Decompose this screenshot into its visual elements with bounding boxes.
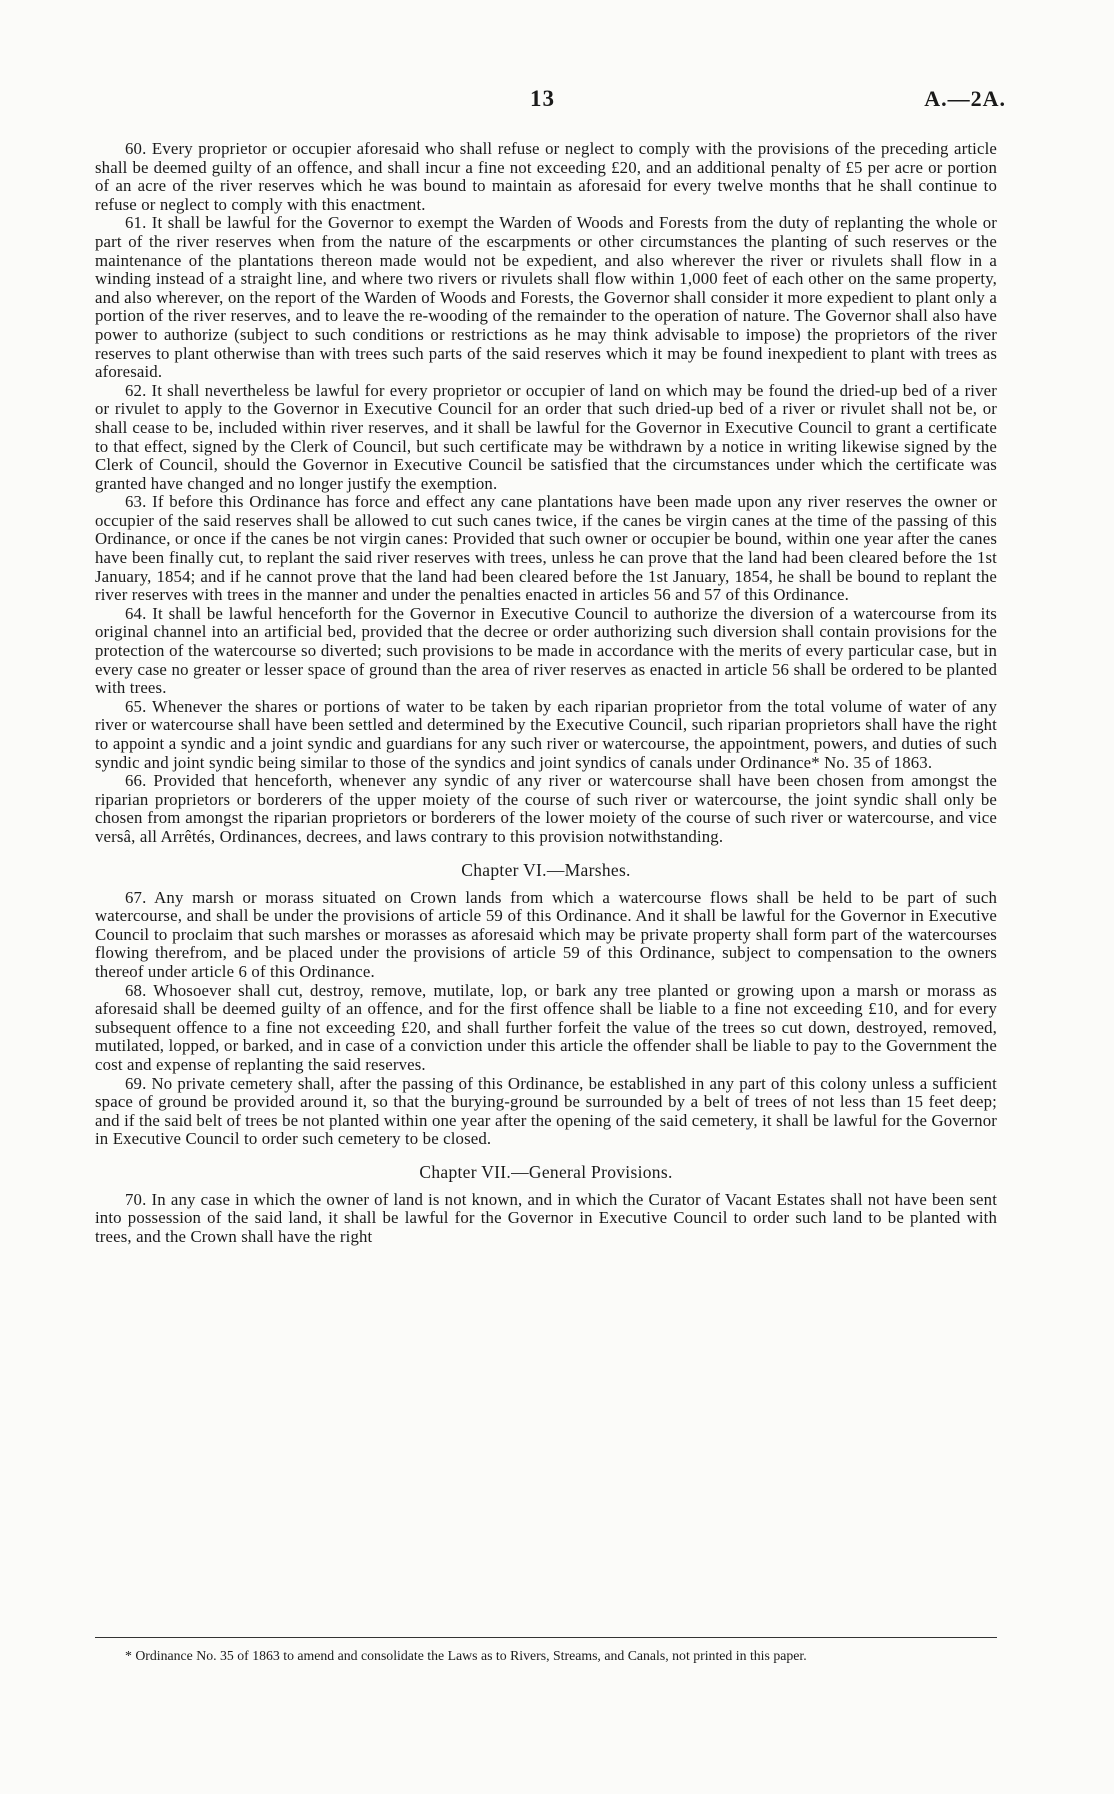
- chapter-vi-heading: Chapter VI.—Marshes.: [461, 859, 631, 880]
- paper-series-label: A.—2A.: [924, 86, 1006, 111]
- article-62: 62. It shall nevertheless be lawful for every proprietor or occupier of land on which may be found the dried-up bed of a river or rivulet to apply to the Governor in Executive Council for an order that such dried-up bed of a river or rivulet shall not be, or shall cease to be, included within river reserves, and it shall be lawful for the Governor in Executive Council to grant a certificate to that effect, signed by the Clerk of Council, but such certificate may be withdrawn by a notice in writing likewise signed by the Clerk of Council, should the Governor in Executive Council be satisfied that the circumstances under which the certificate was granted have changed and no longer justify the exemption.: [95, 380, 997, 493]
- article-67: 67. Any marsh or morass situated on Crown lands from which a watercourse flows shall be held to be part of such watercourse, and shall be under the provisions of article 59 of this Ordinance. And it shall be lawful for the Governor in Executive Council to proclaim that such marshes or morasses as aforesaid which may be private property shall form part of the watercourses flowing therefrom, and be placed under the provisions of article 59 of this Ordinance, subject to compensation to the owners thereof under article 6 of this Ordinance.: [95, 887, 997, 981]
- article-60: 60. Every proprietor or occupier aforesaid who shall refuse or neglect to comply with the provisions of the preceding article shall be deemed guilty of an offence, and shall incur a fine not exceeding £20, and an additional penalty of £5 per acre or portion of an acre of the river reserves which he was bound to maintain as aforesaid for every twelve months that he shall continue to refuse or neglect to comply with this enactment.: [95, 139, 997, 214]
- document-body: [95, 140, 997, 1247]
- article-68: 68. Whosoever shall cut, destroy, remove, mutilate, lop, or bark any tree planted or growing upon a marsh or morass as aforesaid shall be deemed guilty of an offence, and for the first offence shall be liable to a fine not exceeding £10, and for every subsequent offence to a fine not exceeding £20, and shall further forfeit the value of the trees so cut down, destroyed, removed, mutilated, lopped, or barked, and in case of a conviction under this article the offender shall be liable to pay to the Government the cost and expense of replanting the said reserves.: [95, 980, 997, 1074]
- article-64: 64. It shall be lawful henceforth for the Governor in Executive Council to authorize the diversion of a watercourse from its original channel into an artificial bed, provided that the decree or order authorizing such diversion shall contain provisions for the protection of the watercourse so diverted; such provisions to be made in accordance with the merits of every particular case, but in every case no greater or lesser space of ground than the area of river reserves as enacted in article 56 shall be ordered to be planted with trees.: [95, 603, 997, 698]
- article-61: 61. It shall be lawful for the Governor to exempt the Warden of Woods and Forests from the duty of replanting the whole or part of the river reserves when from the nature of the escarpments or other circumstances the planting of such reserves or the maintenance of the plantations thereon made would not be expedient, and also wherever the river or rivulets shall flow in a winding instead of a straight line, and where two rivers or rivulets shall flow within 1,000 feet of each other on the same property, and also wherever, on the report of the Warden of Woods and Forests, the Governor shall consider it more expedient to plant only a portion of the river reserves, and to leave the re-wooding of the remainder to the operation of nature. The Governor shall also have power to authorize (subject to such conditions or restrictions as he may think advisable to impose) the proprietors of the river reserves to plant otherwise than with trees such parts of the said reserves which it may be found inexpedient to plant with trees as aforesaid.: [95, 213, 997, 382]
- page-number: 13: [530, 86, 555, 111]
- article-66: 66. Provided that henceforth, whenever any syndic of any river or watercourse shall have been chosen from amongst the riparian proprietors or borderers of the upper moiety of the course of such river or watercourse, the joint syndic shall only be chosen from amongst the riparian proprietors or borderers of the lower moiety of the course of such river or watercourse, and vice versâ, all Arrêtés, Ordinances, decrees, and laws contrary to this provision notwithstanding.: [95, 771, 997, 846]
- article-63: 63. If before this Ordinance has force and effect any cane plantations have been made upon any river reserves the owner or occupier of the said reserves shall be allowed to cut such canes twice, if the canes be virgin canes at the time of the passing of this Ordinance, or once if the canes be not virgin canes: Provided that such owner or occupier be bound, within one year after the canes have been finally cut, to replant the said river reserves with trees, unless he can prove that the land had been cleared before the 1st January, 1854; and if he cannot prove that the land had been cleared before the 1st January, 1854, he shall be bound to replant the river reserves with trees in the manner and under the penalties enacted in articles 56 and 57 of this Ordinance.: [95, 492, 997, 605]
- footnote-divider: [95, 1637, 997, 1638]
- chapter-vii-heading: Chapter VII.—General Provisions.: [419, 1161, 673, 1182]
- footnote: * Ordinance No. 35 of 1863 to amend and consolidate the Laws as to Rivers, Streams, and Canals, not printed in this paper.: [125, 1648, 807, 1663]
- article-70: 70. In any case in which the owner of land is not known, and in which the Curator of Vacant Estates shall not have been sent into possession of the said land, it shall be lawful for the Governor in Executive Council to order such land to be planted with trees, and the Crown shall have the right: [95, 1189, 997, 1247]
- article-65: 65. Whenever the shares or portions of water to be taken by each riparian proprietor from the total volume of water of any river or watercourse shall have been settled and determined by the Executive Council, such riparian proprietors shall have the right to appoint a syndic and a joint syndic and guardians for any such river or watercourse, the appointment, powers, and duties of such syndic and joint syndic being similar to those of the syndics and joint syndics of canals under Ordinance* No. 35 of 1863.: [95, 696, 997, 772]
- article-69: 69. No private cemetery shall, after the passing of this Ordinance, be established in any part of this colony unless a sufficient space of ground be provided around it, so that the burying-ground be surrounded by a belt of trees of not less than 15 feet deep; and if the said belt of trees be not planted within one year after the opening of the said cemetery, it shall be lawful for the Governor in Executive Council to order such cemetery to be closed.: [95, 1073, 997, 1149]
- page-header: [0, 86, 1114, 116]
